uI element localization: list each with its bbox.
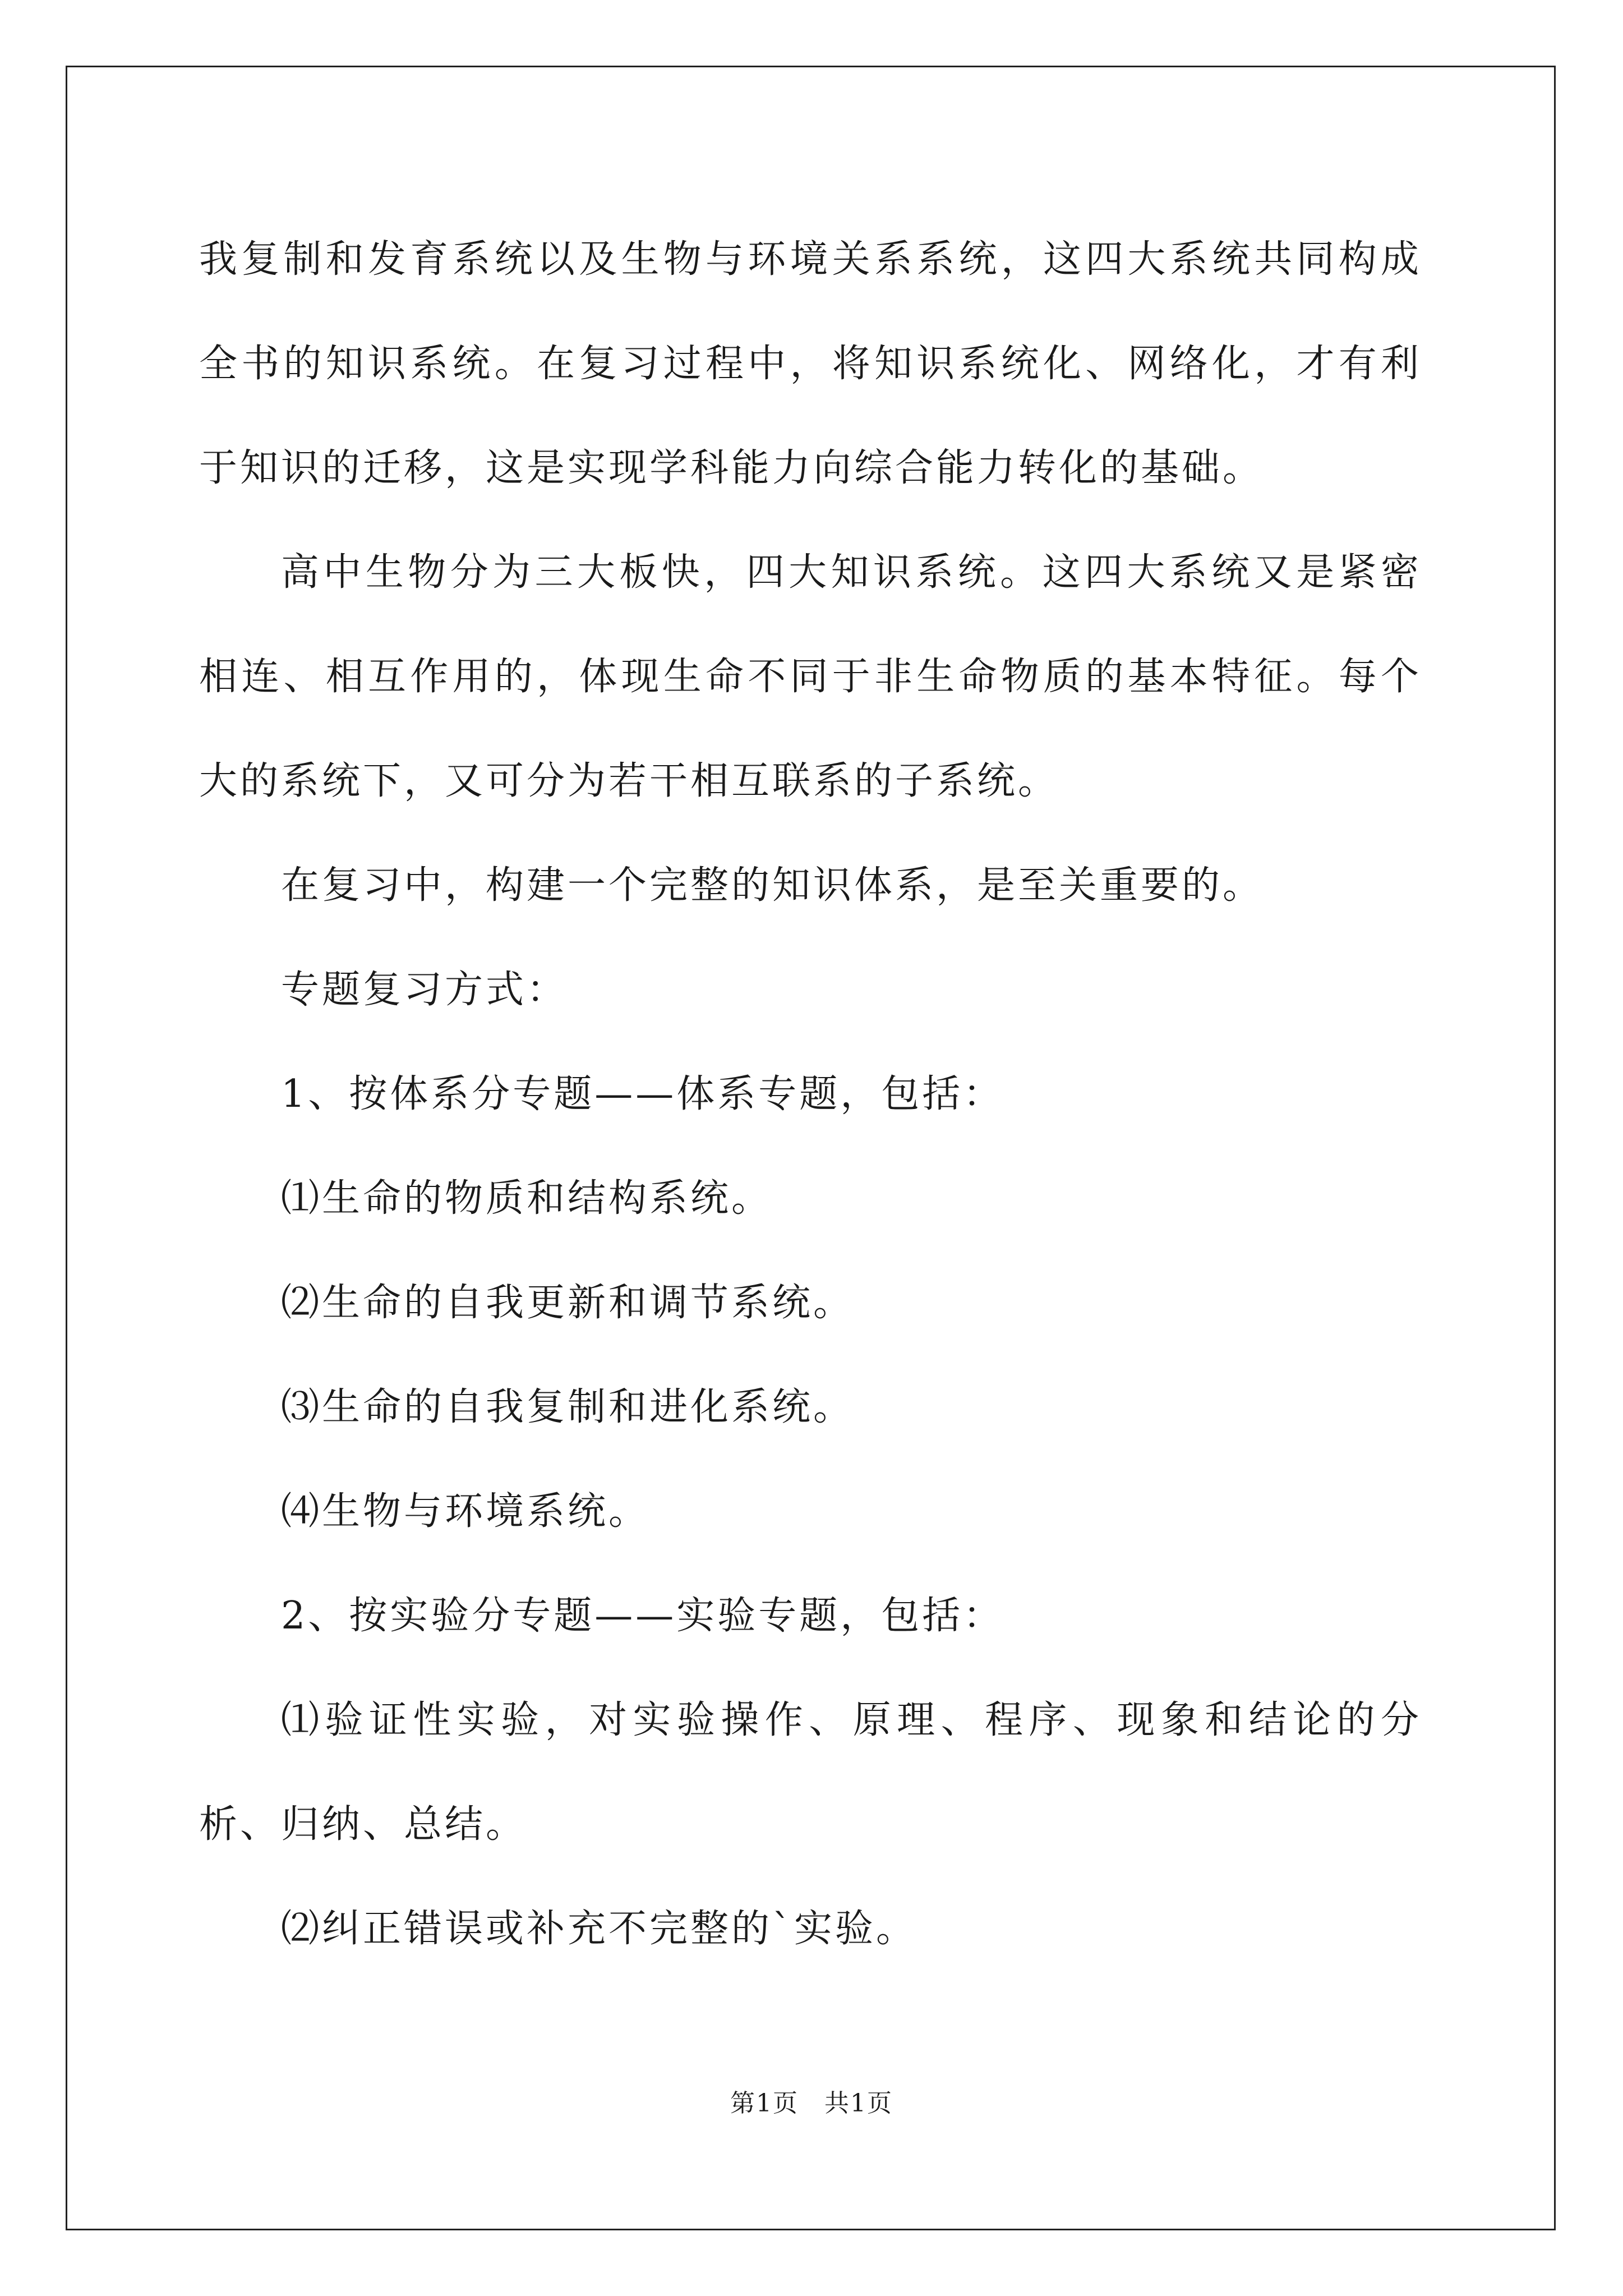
list-item: ⑶生命的自我复制和进化系统。 — [281, 1385, 855, 1429]
page-footer: 第1页 共1页 — [730, 2089, 893, 2118]
list-item: ⑵纠正错误或补充不完整的`实验。 — [281, 1907, 917, 1951]
document-body — [199, 208, 1422, 1981]
section-heading: 专题复习方式： — [281, 968, 568, 1012]
list-item: ⑴生命的物质和结构系统。 — [281, 1176, 773, 1221]
list-item: ⑷生物与环境系统。 — [281, 1489, 650, 1534]
list-item: ⑵生命的自我更新和调节系统。 — [281, 1281, 855, 1325]
paragraph: 我复制和发育系统以及生物与环境关系系统，这四大系统共同构成全书的知识系统。在复习过程中，将知识系统化、网络化，才有利于知识的迁移，这是实现学科能力向综合能力转化的基础。 — [199, 237, 1422, 490]
list-item: 2、按实验分专题——实验专题，包括： — [281, 1594, 1004, 1638]
paragraph: 在复习中，构建一个完整的知识体系，是至关重要的。 — [281, 863, 1264, 908]
paragraph: 高中生物分为三大板快，四大知识系统。这四大系统又是紧密相连、相互作用的，体现生命不同于非生命物质的基本特征。每个大的系统下，又可分为若干相互联系的子系统。 — [199, 550, 1422, 803]
list-item: ⑴验证性实验，对实验操作、原理、程序、现象和结论的分析、归纳、总结。 — [199, 1698, 1422, 1847]
list-item: 1、按体系分专题——体系专题，包括： — [281, 1072, 1004, 1116]
